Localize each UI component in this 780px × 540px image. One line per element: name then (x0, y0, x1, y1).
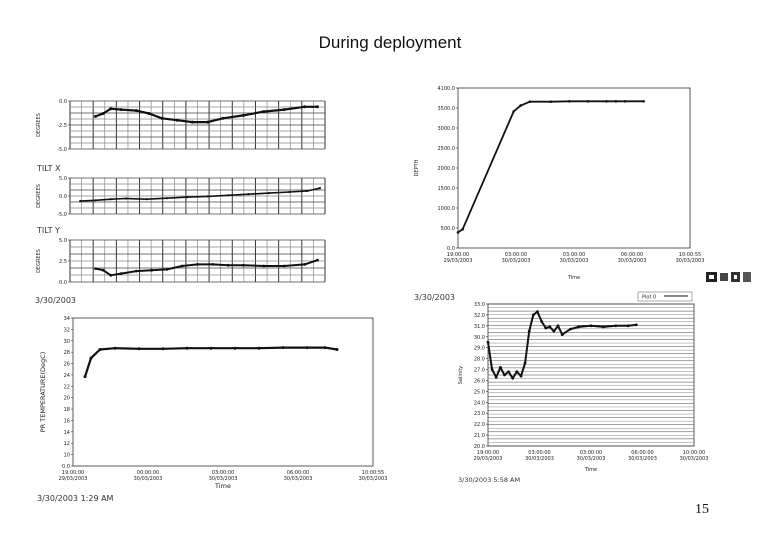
data-point (242, 114, 245, 117)
data-point (642, 100, 645, 103)
y-axis-label: DEPTH (414, 159, 420, 177)
y-tick-label: -5.0 (57, 147, 67, 153)
y-tick-label: 27.0 (473, 367, 485, 374)
data-point (461, 228, 464, 231)
y-axis-label: Salinity (458, 365, 464, 385)
data-point (587, 100, 590, 103)
y-tick-label: 28.0 (473, 356, 485, 363)
data-point (324, 346, 327, 349)
data-point (109, 107, 112, 110)
data-point (90, 357, 93, 360)
x-tick-line: 30/03/2003 (358, 476, 388, 482)
x-tick-line: 03:00:00 (579, 450, 603, 456)
page-number: 15 (695, 502, 709, 517)
x-axis-label: Time (215, 482, 231, 490)
tilt-x-caption: TILT X (37, 164, 61, 173)
data-point (316, 259, 319, 262)
data-point (540, 320, 543, 323)
y-tick-label: 32.0 (473, 312, 485, 319)
y-tick-label: 14 (63, 429, 70, 436)
data-point (191, 121, 194, 124)
y-tick-label: 0.0 (447, 246, 455, 252)
y-tick-label: 26 (63, 361, 70, 368)
data-point (196, 263, 199, 266)
y-tick-label: -5.0 (57, 212, 67, 218)
y-axis-label: DEGREES (36, 249, 42, 273)
data-point (262, 265, 265, 268)
data-point (627, 324, 630, 327)
data-point (102, 269, 105, 272)
data-point (524, 362, 527, 365)
data-point (120, 272, 123, 275)
y-tick-label: 23.0 (473, 411, 485, 418)
x-tick-line: 30/03/2003 (617, 258, 647, 264)
data-point (166, 268, 169, 271)
y-tick-label: 30 (63, 338, 70, 345)
y-tick-label: 5.0 (59, 238, 67, 244)
y-tick-label: 34 (63, 316, 70, 322)
data-point (84, 375, 87, 378)
data-point (529, 100, 532, 103)
y-tick-label: 12 (63, 441, 70, 448)
data-point (602, 326, 605, 329)
legend-label: Plot 0 (642, 294, 657, 301)
y-tick-label: 24.0 (473, 400, 485, 407)
x-tick-label (59, 470, 88, 482)
data-point (624, 100, 627, 103)
data-point (109, 274, 112, 277)
y-axis-label: DEGREES (36, 184, 42, 208)
data-point (120, 108, 123, 111)
data-point (94, 115, 97, 118)
data-point (520, 375, 523, 378)
x-tick-line: 29/03/2003 (58, 476, 88, 482)
tilt-y-caption: TILT Y (37, 226, 60, 235)
y-tick-label: 2.5 (59, 259, 67, 265)
x-tick-label (444, 252, 473, 264)
x-tick-label (134, 470, 163, 482)
data-point (282, 346, 285, 349)
y-tick-label: 10 (63, 452, 70, 459)
data-point (605, 100, 608, 103)
right-panel-header: 3/30/2003 (414, 293, 456, 302)
data-point (268, 192, 270, 194)
data-point (336, 348, 339, 351)
y-tick-label: 29.0 (473, 345, 485, 352)
x-tick-line: 03:00:00 (562, 252, 586, 258)
y-tick-label: 1000.0 (437, 206, 455, 212)
data-point (528, 330, 531, 333)
data-point (615, 100, 618, 103)
y-axis-label: DEGREES (36, 113, 42, 137)
data-point (635, 323, 638, 326)
temperature-chart (35, 312, 388, 490)
data-point (162, 347, 165, 350)
x-tick-line: 30/03/2003 (559, 258, 589, 264)
data-point (557, 324, 560, 327)
x-tick-line: 30/03/2003 (675, 258, 705, 264)
y-tick-label: 18 (63, 407, 70, 414)
data-point (519, 104, 522, 107)
data-point (568, 100, 571, 103)
data-point (590, 324, 593, 327)
data-point (288, 191, 290, 193)
x-tick-line: 00:00:00 (136, 470, 160, 476)
y-tick-label: 20 (63, 395, 70, 402)
x-tick-line: 03:00:00 (504, 252, 528, 258)
data-point (210, 347, 213, 350)
data-point (258, 347, 261, 350)
data-point (207, 195, 209, 197)
x-tick-line: 29/03/2003 (443, 258, 473, 264)
y-tick-label: 21.0 (473, 433, 485, 440)
data-point (283, 265, 286, 268)
x-tick-line: 30/03/2003 (208, 476, 238, 482)
data-point (234, 347, 237, 350)
x-tick-line: 10:00:55 (678, 252, 702, 258)
data-point (206, 121, 209, 124)
y-tick-label: 24 (63, 372, 70, 379)
y-tick-label: 5.0 (59, 176, 67, 182)
data-point (79, 200, 81, 202)
x-axis-label: Time (567, 275, 581, 281)
data-point (148, 112, 151, 115)
data-point (242, 264, 245, 267)
y-tick-label: 3500.0 (437, 106, 455, 112)
data-point (536, 310, 539, 313)
x-tick-label (474, 450, 503, 462)
x-tick-line: 30/03/2003 (133, 476, 163, 482)
plot-frame (73, 318, 373, 466)
salinity-chart (452, 290, 709, 473)
x-tick-label (525, 450, 554, 462)
x-tick-label (560, 252, 589, 264)
data-point (94, 199, 96, 201)
x-tick-line: 19:00:00 (61, 470, 85, 476)
data-point (125, 197, 127, 199)
x-tick-line: 06:00:00 (631, 450, 654, 456)
y-tick-label: 31.0 (473, 323, 485, 330)
data-point (102, 112, 105, 115)
y-tick-label: 26.0 (473, 378, 485, 385)
data-point (222, 117, 225, 120)
data-point (227, 264, 230, 267)
y-tick-label: 30.0 (473, 334, 485, 341)
data-point (515, 370, 518, 373)
grid (70, 240, 325, 282)
data-point (166, 197, 168, 199)
data-point (186, 196, 188, 198)
data-point (303, 105, 306, 108)
data-point (511, 377, 514, 380)
data-point (319, 187, 321, 189)
data-point (110, 198, 112, 200)
data-point (569, 328, 572, 331)
x-tick-label (676, 252, 705, 264)
data-point (548, 326, 551, 329)
tilt-top-chart (30, 95, 330, 160)
y-tick-label: 4100.0 (437, 86, 455, 92)
x-tick-line: 03:00:00 (211, 470, 235, 476)
x-tick-line: 10:00:55 (361, 470, 385, 476)
x-tick-line: 06:00:00 (620, 252, 644, 258)
data-point (150, 269, 153, 272)
data-point (283, 108, 286, 111)
y-tick-label: 22.0 (473, 422, 485, 429)
data-point (561, 333, 564, 336)
x-tick-label (680, 450, 709, 462)
y-tick-label: 500.0 (440, 226, 455, 232)
y-tick-label: 22 (63, 384, 70, 391)
data-point (544, 327, 547, 330)
data-point (211, 263, 214, 266)
y-tick-label: 1500.0 (437, 186, 455, 192)
data-point (135, 270, 138, 273)
data-point (487, 341, 490, 344)
slide-title: During deployment (318, 33, 462, 52)
data-point (186, 347, 189, 350)
y-tick-label: 16 (63, 418, 70, 425)
y-tick-label: 28 (63, 350, 70, 357)
x-tick-line: 30/03/2003 (501, 258, 531, 264)
x-tick-label (284, 470, 313, 482)
y-tick-label: 32 (63, 327, 70, 334)
x-tick-line: 06:00:00 (286, 470, 310, 476)
data-point (99, 348, 102, 351)
data-point (303, 263, 306, 266)
x-tick-label (618, 252, 647, 264)
y-tick-label: 33.0 (473, 302, 485, 308)
series-line (85, 348, 337, 377)
y-axis-label: PR TEMPERATURE(DegC) (39, 351, 47, 433)
data-point (114, 347, 117, 350)
data-point (262, 110, 265, 113)
data-point (306, 190, 308, 192)
y-tick-label: 2500.0 (437, 146, 455, 152)
data-point (160, 117, 163, 120)
data-point (306, 346, 309, 349)
y-tick-label: 0.0 (62, 464, 70, 470)
x-tick-line: 19:00:00 (476, 450, 500, 456)
y-tick-label: 2000.0 (437, 166, 455, 172)
data-point (577, 326, 580, 329)
data-point (145, 198, 147, 200)
data-point (532, 314, 535, 317)
data-point (316, 105, 319, 108)
x-tick-line: 30/03/2003 (283, 476, 313, 482)
x-tick-label (628, 450, 657, 462)
y-tick-label: 3000.0 (437, 126, 455, 132)
y-tick-label: 25.0 (473, 389, 485, 396)
y-tick-label: 0.0 (59, 280, 67, 286)
temperature-footer: 3/30/2003 1:29 AM (37, 494, 114, 503)
left-panel-header: 3/30/2003 (35, 296, 77, 305)
data-point (507, 370, 510, 373)
data-point (553, 330, 556, 333)
x-tick-line: 10:00:00 (682, 450, 706, 456)
tilt-x-chart (30, 172, 330, 222)
tilt-y-chart (30, 234, 330, 292)
x-tick-line: 03:00:00 (528, 450, 551, 456)
x-tick-line: 30/03/2003 (525, 456, 554, 462)
x-tick-label (502, 252, 531, 264)
data-point (176, 119, 179, 122)
x-tick-line: 29/03/2003 (473, 456, 503, 462)
y-tick-label: 0.0 (59, 194, 67, 200)
data-point (138, 347, 141, 350)
x-tick-line: 30/03/2003 (679, 456, 709, 462)
data-point (491, 368, 494, 371)
data-point (457, 231, 460, 234)
x-tick-label (359, 470, 388, 482)
series-line (458, 101, 644, 232)
data-point (495, 376, 498, 379)
data-point (94, 267, 97, 270)
x-tick-line: 30/03/2003 (628, 456, 657, 462)
x-tick-line: 30/03/2003 (576, 456, 606, 462)
scan-mark-decoration (706, 270, 752, 284)
data-point (614, 324, 617, 327)
data-point (550, 100, 553, 103)
data-point (512, 110, 515, 113)
data-point (247, 193, 249, 195)
y-tick-label: 0.0 (59, 99, 67, 105)
data-point (135, 109, 138, 112)
data-point (227, 194, 229, 196)
y-tick-label: -2.5 (57, 123, 67, 129)
data-point (499, 366, 502, 369)
plot-frame (458, 88, 690, 248)
y-tick-label: 20.0 (473, 444, 485, 450)
x-tick-label (577, 450, 606, 462)
x-tick-label (209, 470, 238, 482)
data-point (181, 265, 184, 268)
x-tick-line: 19:00:00 (446, 252, 470, 258)
depth-chart (408, 82, 705, 287)
salinity-footer: 3/30/2003 5:58 AM (458, 476, 521, 484)
x-axis-label: Time (584, 467, 598, 473)
data-point (503, 374, 506, 377)
